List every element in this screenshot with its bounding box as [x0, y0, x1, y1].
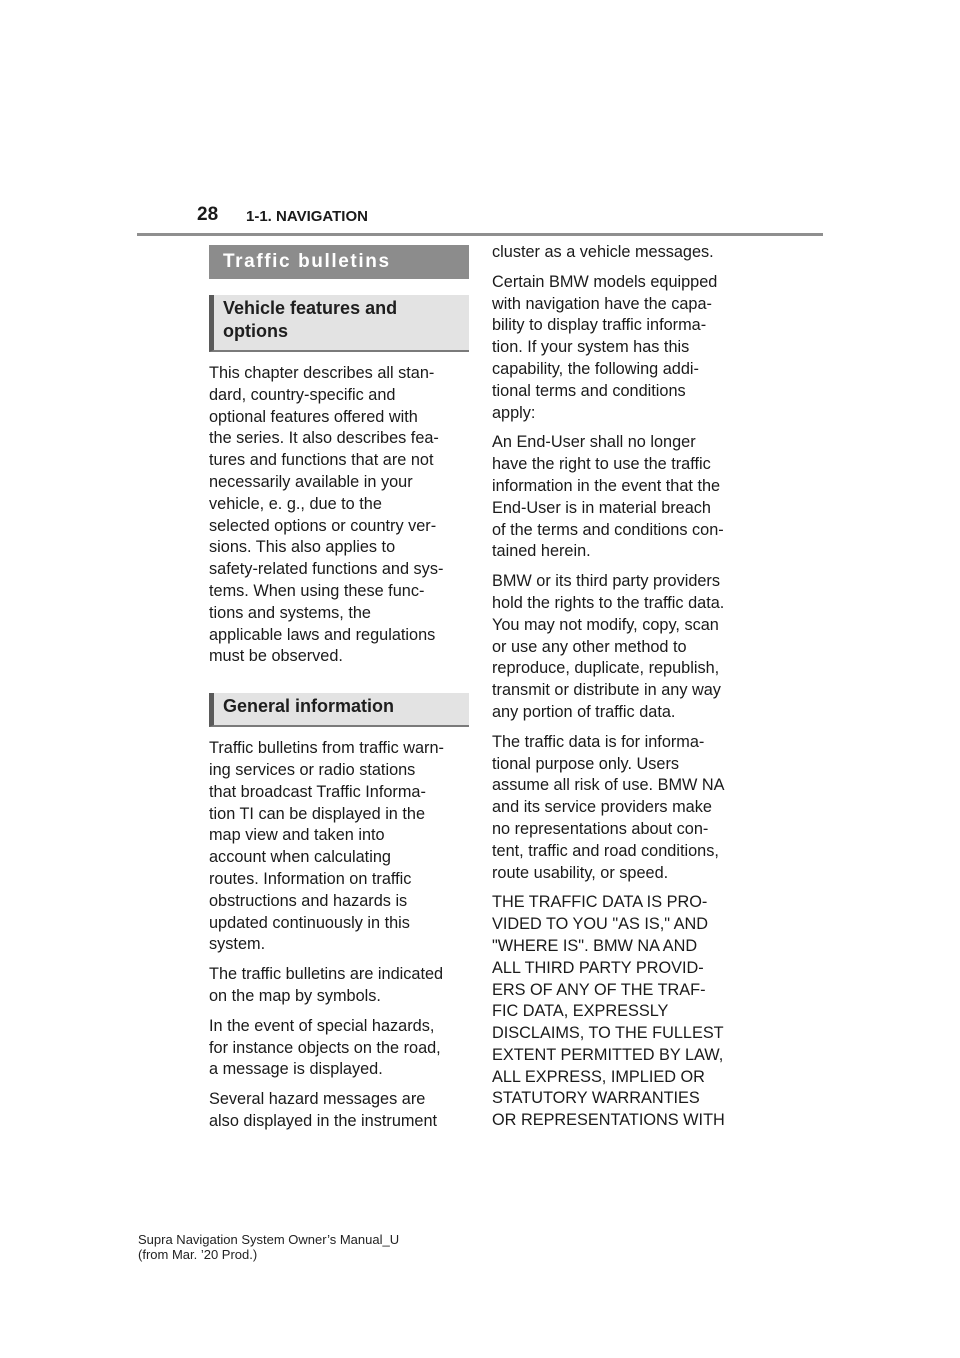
paragraph: The traffic data is for informa- tional purpose only. Users assume all risk of use. BMW NA and its service providers make no representations about con- tent, traffic and road conditions, route usability, or speed. — [492, 732, 725, 882]
section-title: 1-1. NAVIGATION — [246, 208, 368, 225]
paragraph: Certain BMW models equipped with navigation have the capa- bility to display traffic informa- tion. If your system has this capability, the following addi- tional terms and conditions apply: — [492, 272, 718, 422]
chapter-heading: Traffic bulletins — [209, 245, 469, 279]
paragraph: The traffic bulletins are indicated on the map by symbols. — [209, 965, 444, 1005]
paragraph: This chapter describes all stan- dard, country-specific and optional features offered with the series. It also describes fea- tures and functions that are not necessarily available in your vehicle, e. g., due to the selected options or country ver- sions. This also applies to safety-related functions and sys- tems. When using these func- tions and systems, the applicable laws and regulations must be observed. — [209, 364, 444, 666]
paragraph: An End-User shall no longer have the right to use the traffic information in the event that the End-User is in material breach of the terms and conditions con- tained herein. — [492, 433, 724, 561]
subheading-vehicle-features — [209, 295, 469, 352]
subheading-general-information — [209, 693, 469, 727]
right-column — [492, 245, 754, 1140]
paragraph: THE TRAFFIC DATA IS PRO- VIDED TO YOU "AS IS," AND "WHERE IS". BMW NA AND ALL THIRD PARTY PROVID- ERS OF ANY OF THE TRAF- FIC DATA, EXPRESSLY DISCLAIMS, TO THE FULLEST EXTENT PERMITTED BY LAW, ALL EXPRESS, IMPLIED OR STATUTORY WARRANTIES OR REPRESENTATIONS WITH — [492, 893, 725, 1130]
paragraph: BMW or its third party providers hold the rights to the traffic data. You may not modify, copy, scan or use any other method to reproduce, duplicate, republish, transmit or distribute in any way any portion of traffic data. — [492, 572, 725, 721]
subheading-text: General information — [223, 696, 395, 717]
paragraph: Several hazard messages are also displayed in the instrument — [209, 1090, 438, 1130]
page-number: 28 — [197, 204, 219, 225]
left-column — [209, 245, 469, 1141]
paragraph: In the event of special hazards, for instance objects on the road, a message is displayed. — [209, 1016, 441, 1079]
paragraph: cluster as a vehicle messages. — [492, 243, 714, 261]
paragraph: Traffic bulletins from traffic warn- ing services or radio stations that broadcast Traffic Informa- tion TI can be displayed in the map view and taken into account when calculating routes. Information on traffic obstructions and hazards is updated continuously in this system. — [209, 739, 444, 954]
header-divider — [137, 233, 823, 236]
subheading-text: Vehicle features and options — [223, 298, 398, 341]
footer-text: Supra Navigation System Owner’s Manual_U (from Mar. ’20 Prod.) — [138, 1232, 400, 1262]
